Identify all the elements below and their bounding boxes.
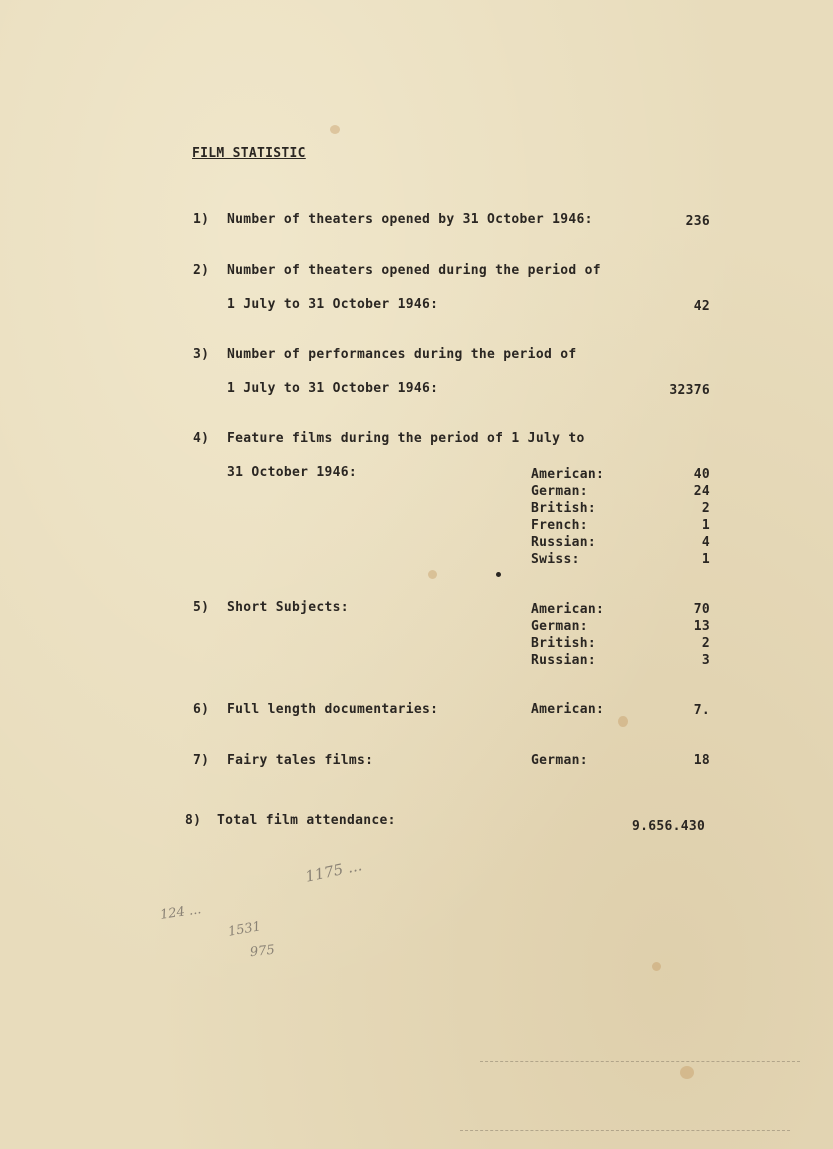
item-value: 42	[693, 299, 710, 314]
category-label: Swiss:	[531, 552, 580, 567]
item-text: Number of theaters opened during the period of	[227, 263, 601, 278]
item-text: Short Subjects:	[227, 600, 349, 615]
category-value: 24	[693, 484, 710, 499]
category-value: 70	[693, 602, 710, 617]
paper-fold-line	[480, 1061, 800, 1062]
item-number: 5)	[193, 600, 210, 615]
item-number: 8)	[185, 813, 202, 828]
category-label: British:	[531, 501, 597, 516]
paper-stain	[652, 962, 661, 971]
category-value: 4	[701, 535, 710, 550]
handwritten-note: 1531	[226, 919, 263, 940]
item-number: 3)	[193, 347, 210, 362]
category-value: 3	[701, 653, 710, 668]
category-label: German:	[531, 484, 588, 499]
category-label: Russian:	[531, 653, 597, 668]
item-number: 7)	[193, 753, 210, 768]
category-label: German:	[531, 619, 588, 634]
category-label: Russian:	[531, 535, 597, 550]
category-value: 18	[693, 753, 710, 768]
category-value: 40	[693, 467, 710, 482]
item-number: 6)	[193, 702, 210, 717]
handwritten-note: 124 ...	[159, 902, 203, 923]
item-value: 236	[685, 214, 710, 229]
item-text: Total film attendance:	[217, 813, 396, 828]
ink-dot	[496, 572, 501, 577]
category-label: German:	[531, 753, 588, 768]
item-text: Number of theaters opened by 31 October 1946:	[227, 212, 593, 227]
category-label: American:	[531, 467, 605, 482]
category-value: 13	[693, 619, 710, 634]
paper-fold-line	[460, 1130, 790, 1131]
item-text: 31 October 1946:	[227, 465, 358, 480]
category-value: 1	[701, 518, 710, 533]
item-value: 32376	[669, 383, 710, 398]
category-label: American:	[531, 602, 605, 617]
item-text: Feature films during the period of 1 July to	[227, 431, 585, 446]
handwritten-note: 975	[249, 942, 276, 961]
category-value: 1	[701, 552, 710, 567]
category-label: French:	[531, 518, 588, 533]
item-number: 2)	[193, 263, 210, 278]
category-value: 7.	[693, 703, 710, 718]
paper-stain	[330, 125, 340, 134]
item-text: 1 July to 31 October 1946:	[227, 297, 439, 312]
item-number: 1)	[193, 212, 210, 227]
item-text: Fairy tales films:	[227, 753, 374, 768]
page-title: FILM STATISTIC	[192, 146, 306, 161]
category-label: American:	[531, 702, 605, 717]
handwritten-note: 1175 ...	[303, 856, 364, 886]
paper-stain	[680, 1066, 694, 1079]
item-text: Full length documentaries:	[227, 702, 439, 717]
total-value: 9.656.430	[632, 819, 706, 834]
paper-stain	[618, 716, 628, 727]
paper-stain	[428, 570, 437, 579]
item-number: 4)	[193, 431, 210, 446]
item-text: Number of performances during the period of	[227, 347, 577, 362]
category-label: British:	[531, 636, 597, 651]
category-value: 2	[701, 501, 710, 516]
item-text: 1 July to 31 October 1946:	[227, 381, 439, 396]
category-value: 2	[701, 636, 710, 651]
